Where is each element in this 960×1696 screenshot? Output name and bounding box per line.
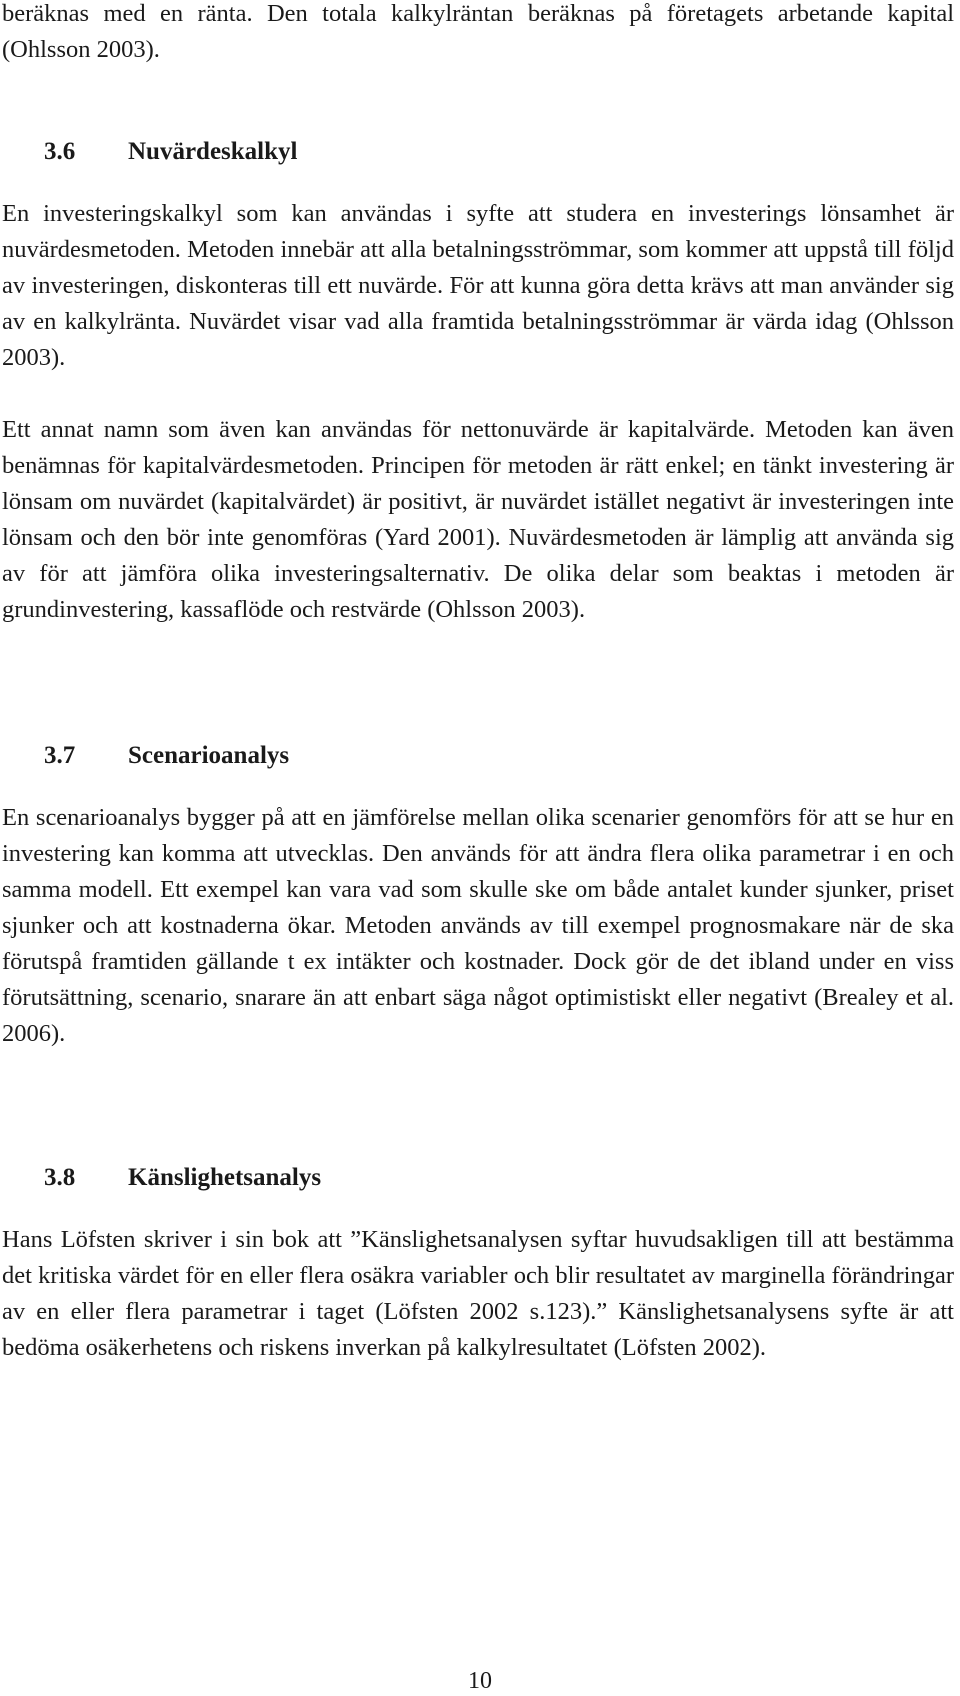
- heading-title: Känslighetsanalys: [128, 1164, 322, 1191]
- heading-3-7: [44, 738, 289, 774]
- heading-title: Scenarioanalys: [128, 742, 290, 769]
- heading-3-8: [44, 1160, 321, 1196]
- heading-number: 3.6: [44, 138, 76, 165]
- paragraph-npv-1: En investeringskalkyl som kan användas i syfte att studera en investerings lönsamhet är nuvärdesmetoden. Metoden innebär att alla betalningsströmmar, som kommer att uppstå till följd av investeringen, diskonteras till ett nuvärde. För att kunna göra detta krävs att man använder sig av en kalkylränta. Nuvärdet visar vad alla framtida betalningsströmmar är värda idag (Ohlsson 2003).: [2, 200, 954, 371]
- paragraph-npv-2: Ett annat namn som även kan användas för nettonuvärde är kapitalvärde. Metoden kan även benämnas för kapitalvärdesmetoden. Principen för metoden är rätt enkel; en tänkt investering är lönsam om nuvärdet (kapitalvärdet) är positivt, är nuvärdet istället negativt är investeringen inte lönsam och den bör inte genomföras (Yard 2001). Nuvärdesmetoden är lämplig att använda sig av för att jämföra olika investeringsalternativ. De olika delar som beaktas i metoden är grundinvestering, kassaflöde och restvärde (Ohlsson 2003).: [2, 416, 954, 623]
- heading-title: Nuvärdeskalkyl: [128, 138, 298, 165]
- heading-number: 3.7: [44, 742, 76, 769]
- heading-3-6: [44, 134, 297, 170]
- paragraph-scenario: En scenarioanalys bygger på att en jämförelse mellan olika scenarier genomförs för att se hur en investering kan komma att utvecklas. Den används för att ändra flera olika parametrar i en och samma modell. Ett exempel kan vara vad som skulle ske om både antalet kunder sjunker, priset sjunker och att kostnaderna ökar. Metoden används av till exempel prognosmakare när de ska förutspå framtiden gällande t ex intäkter och kostnader. Dock gör de det ibland under en viss förutsättning, scenario, snarare än att enbart säga något optimistiskt eller negativt (Brealey et al. 2006).: [2, 804, 954, 1047]
- page-number: 10: [468, 1668, 492, 1694]
- paragraph-sensitivity: Hans Löfsten skriver i sin bok att ”Känslighetsanalysen syftar huvudsakligen till att bestämma det kritiska värdet för en eller flera osäkra variabler och blir resultatet av marginella förändringar av en eller flera parametrar i taget (Löfsten 2002 s.123).” Känslighetsanalysens syfte är att bedöma osäkerhetens och riskens inverkan på kalkylresultatet (Löfsten 2002).: [2, 1226, 954, 1361]
- heading-number: 3.8: [44, 1164, 76, 1191]
- paragraph-intro-continuation: beräknas med en ränta. Den totala kalkylräntan beräknas på företagets arbetande kapital (Ohlsson 2003).: [2, 0, 954, 63]
